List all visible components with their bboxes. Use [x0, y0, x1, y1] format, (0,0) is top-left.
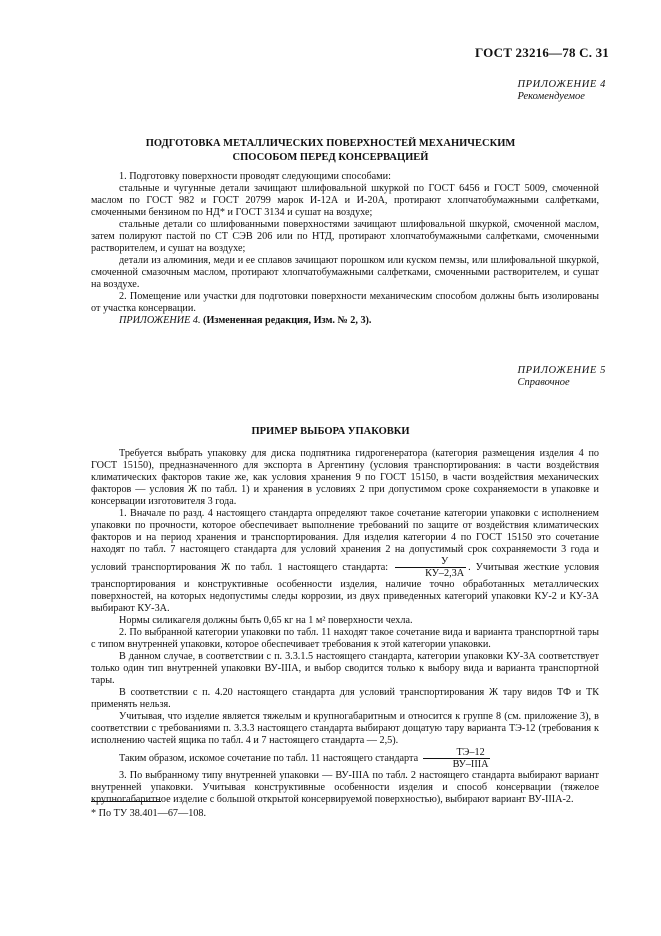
paragraph: Нормы силикагеля должны быть 0,65 кг на 1 м² поверхности чехла.	[119, 615, 413, 626]
paragraph: В данном случае, в соответствии с п. 3.3.1.5 настоящего стандарта, категории упаковки КУ-3А соответствует только один тип внутренней упаковки ВУ-IIIА, и выбор сводится только к выбору вида и варианта транспортной тары.	[91, 651, 599, 686]
paragraph: стальные детали со шлифованными поверхностями зачищают шлифовальной шкуркой, смоченной маслом, затем полируют пастой по СТ СЭВ 206 или по НТД, протирают хлопчатобумажными салфетками, смоченными растворителем, и сушат на воздухе;	[91, 219, 599, 254]
paragraph: Требуется выбрать упаковку для диска подпятника гидрогенератора (категория размещения изделия 4 по ГОСТ 15150), предназначенного для экспорта в Аргентину (условия транспортирования: в части воздействия климатических факторов такие же, как условия хранения 9 по ГОСТ 15150, в части воздействия механических факторов — условия Ж по табл. 1) и хранения в условиях 2 при допустимом сроке сохраняемости в упаковке и консервации изготовителя 3 года.	[91, 448, 599, 507]
section-2-body	[91, 448, 599, 806]
section-1-title-line2: СПОСОБОМ ПЕРЕД КОНСЕРВАЦИЕЙ	[232, 151, 429, 163]
paragraph: 1. Подготовку поверхности проводят следующими способами:	[119, 171, 391, 182]
footnote-divider	[91, 801, 161, 802]
paragraph: 1. Вначале по разд. 4 настоящего стандарта определяют такое сочетание категории упаковки с исполнением упаковки по прочности, которое обеспечивает выполнение требований по защите от воздействия климатических факторов и на период хранения и транспортирования. Для изделия категории 4 по ГОСТ 15150 это сочетание находят по табл. 7 настоящего стандарта для условий хранения 2 на допустимый срок сохраняемости 3 года и условий транспортирования Ж по табл. 1 настоящего стандарта: $\frac{У}{КУ-2,3А}$ . Учитывая жесткие условия транспортирования и конструктивные особенности изделия, наличие точно обработанных металлических поверхностей, на которых недопустимы следы коррозии, из двух приведенных категорий упаковки КУ-2 и КУ-3А выбирают КУ-3А.	[91, 508, 600, 614]
paragraph: В соответствии с п. 4.20 настоящего стандарта для условий транспортирования Ж тару видов ТФ и ТК применять нельзя.	[91, 687, 599, 710]
appendix-4-label	[517, 79, 606, 103]
page-header: ГОСТ 23216—78 С. 31	[475, 45, 609, 60]
fraction-te: $\frac{ТЭ-12}{\text{ВУ–IIIА}}$	[423, 747, 491, 770]
footnote: * По ТУ 38.401—67—108.	[91, 808, 207, 819]
paragraph: 2. По выбранной категории упаковки по табл. 11 находят такое сочетание вида и варианта транспортной тары с типом внутренней упаковки, которое обеспечивает требования к этой категории упаковки.	[91, 627, 599, 650]
appendix-5-label	[517, 365, 606, 389]
section-1-heading	[0, 137, 661, 164]
paragraph: 2. Помещение или участки для подготовки поверхности механическим способом должны быть изолированы от участка консервации.	[91, 291, 599, 314]
paragraph: 3. По выбранному типу внутренней упаковки — ВУ-IIIА по табл. 2 настоящего стандарта выбирают вариант внутренней упаковки. Учитывая конструктивные особенности изделия и способ консервации (тяжелое крупногабаритное изделие с большой открытой консервируемой поверхностью), выбирают вариант ВУ-IIIА-2.	[91, 770, 599, 805]
paragraph: детали из алюминия, меди и ее сплавов зачищают порошком или куском пемзы, или шлифовальной шкуркой, смоченной смазочным маслом, протирают хлопчатобумажными салфетками, смоченными растворителем, и сушат на воздухе.	[91, 255, 599, 290]
amendment-note	[91, 315, 599, 327]
paragraph: Таким образом, искомое сочетание по табл. 11 настоящего стандарта $\frac{ТЭ-12}{\text{ВУ–IIIА}}$	[119, 747, 489, 770]
appendix-4-subtitle: Рекомендуемое	[517, 91, 585, 102]
appendix-5-title: ПРИЛОЖЕНИЕ 5	[517, 365, 606, 376]
fraction-ku: $\frac{У}{КУ-2,3А}$	[395, 556, 466, 579]
appendix-5-subtitle: Справочное	[517, 377, 570, 388]
paragraph: Учитывая, что изделие является тяжелым и крупногабаритным и относится к группе 8 (см. приложение 3), в соответствии с требованиями п. 3.3.3 настоящего стандарта выбирают дощатую тару варианта ТЭ-12 (требования к исполнению частей ящика по табл. 4 и 7 настоящего стандарта — 2,5).	[91, 711, 599, 746]
paragraph: стальные и чугунные детали зачищают шлифовальной шкуркой по ГОСТ 6456 и ГОСТ 5009, смоченной маслом по ГОСТ 982 и ГОСТ 20799 марок И-12А и И-20А, протирают хлопчатобумажными салфетками, смоченными бензином по НД* и ГОСТ 3134 и сушат на воздухе;	[91, 183, 599, 218]
amendment-text: (Измененная редакция, Изм. № 2, 3).	[203, 315, 372, 326]
section-1-body	[91, 171, 599, 327]
section-1-title-line1: ПОДГОТОВКА МЕТАЛЛИЧЕСКИХ ПОВЕРХНОСТЕЙ МЕХАНИЧЕСКИМ	[145, 138, 516, 149]
amendment-ref: ПРИЛОЖЕНИЕ 4.	[119, 315, 201, 326]
appendix-4-title: ПРИЛОЖЕНИЕ 4	[517, 79, 606, 90]
section-2-heading: ПРИМЕР ВЫБОРА УПАКОВКИ	[251, 426, 410, 437]
